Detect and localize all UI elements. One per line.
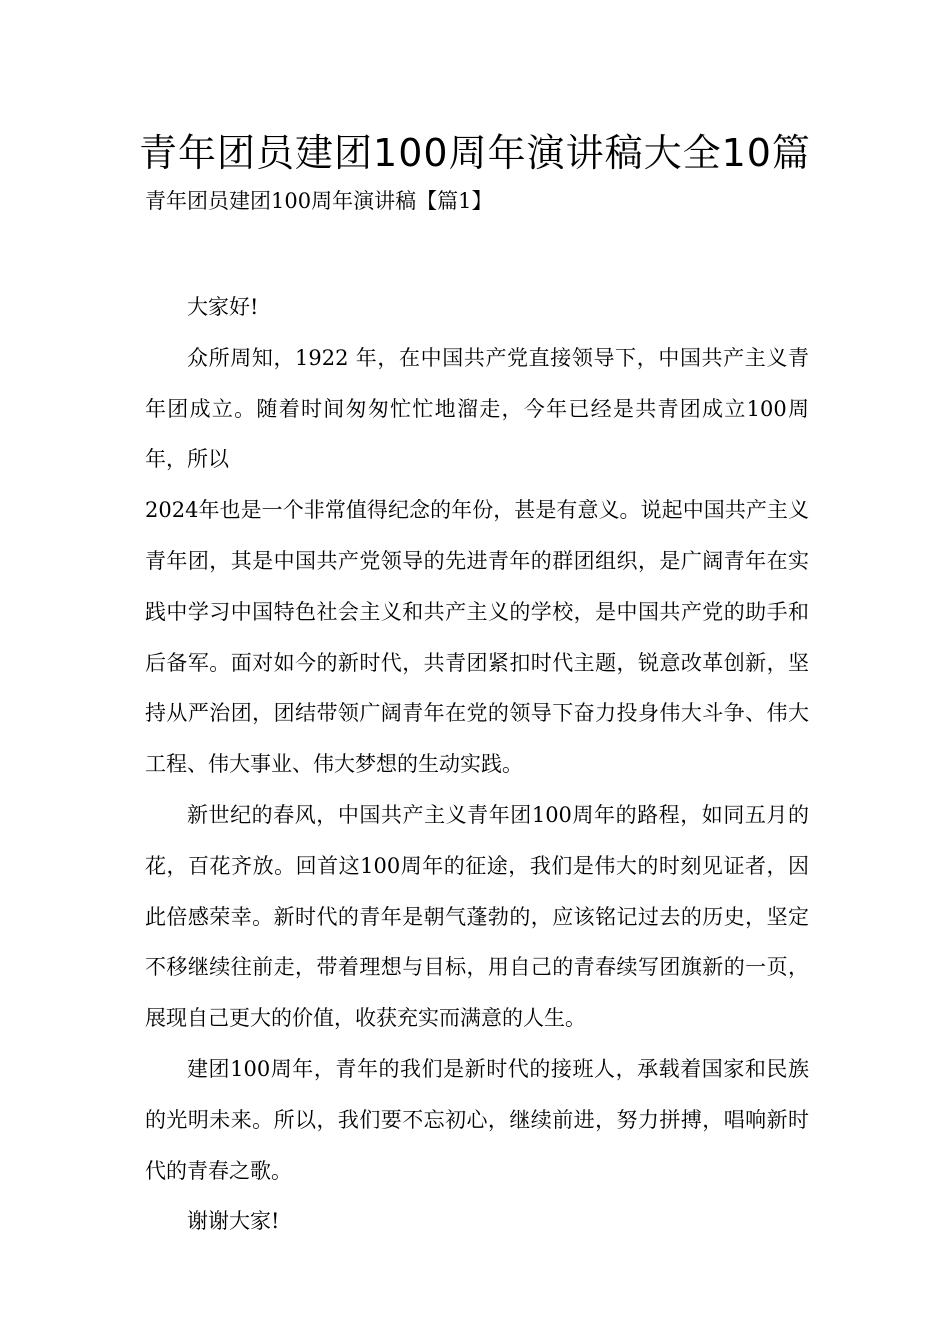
section-heading: 青年团员建团100周年演讲稿【篇1】 <box>145 189 493 213</box>
speech-body <box>145 282 809 1247</box>
body-paragraph: 众所周知，1922 年，在中国共产党直接领导下，中国共产主义青年团成立。随着时间匆匆忙忙地溜走，今年已经是共青团成立100周年，所以 <box>145 345 809 472</box>
body-paragraph: 新世纪的春风，中国共产主义青年团100周年的路程，如同五月的花，百花齐放。回首这100周年的征途，我们是伟大的时刻见证者，因此倍感荣幸。新时代的青年是朝气蓬勃的，应该铭记过去的历史，坚定不移继续往前走，带着理想与目标，用自己的青春续写团旗新的一页，展现自己更大的价值，收获充实而满意的人生。 <box>145 802 809 1031</box>
body-paragraph: 建团100周年，青年的我们是新时代的接班人，承载着国家和民族的光明未来。所以，我们要不忘初心，继续前进，努力拼搏，唱响新时代的青春之歌。 <box>145 1056 809 1183</box>
closing-paragraph: 谢谢大家! <box>187 1209 280 1234</box>
body-paragraph: 2024年也是一个非常值得纪念的年份，甚是有意义。说起中国共产主义青年团，其是中国共产党领导的先进青年的群团组织，是广阔青年在实践中学习中国特色社会主义和共产主义的学校，是中国共产党的助手和后备军。面对如今的新时代，共青团紧扣时代主题，锐意改革创新，坚持从严治团，团结带领广阔青年在党的领导下奋力投身伟大斗争、伟大工程、伟大事业、伟大梦想的生动实践。 <box>145 498 809 777</box>
document-title: 青年团员建团100周年演讲稿大全10篇 <box>139 131 811 175</box>
greeting-paragraph: 大家好! <box>187 295 259 319</box>
